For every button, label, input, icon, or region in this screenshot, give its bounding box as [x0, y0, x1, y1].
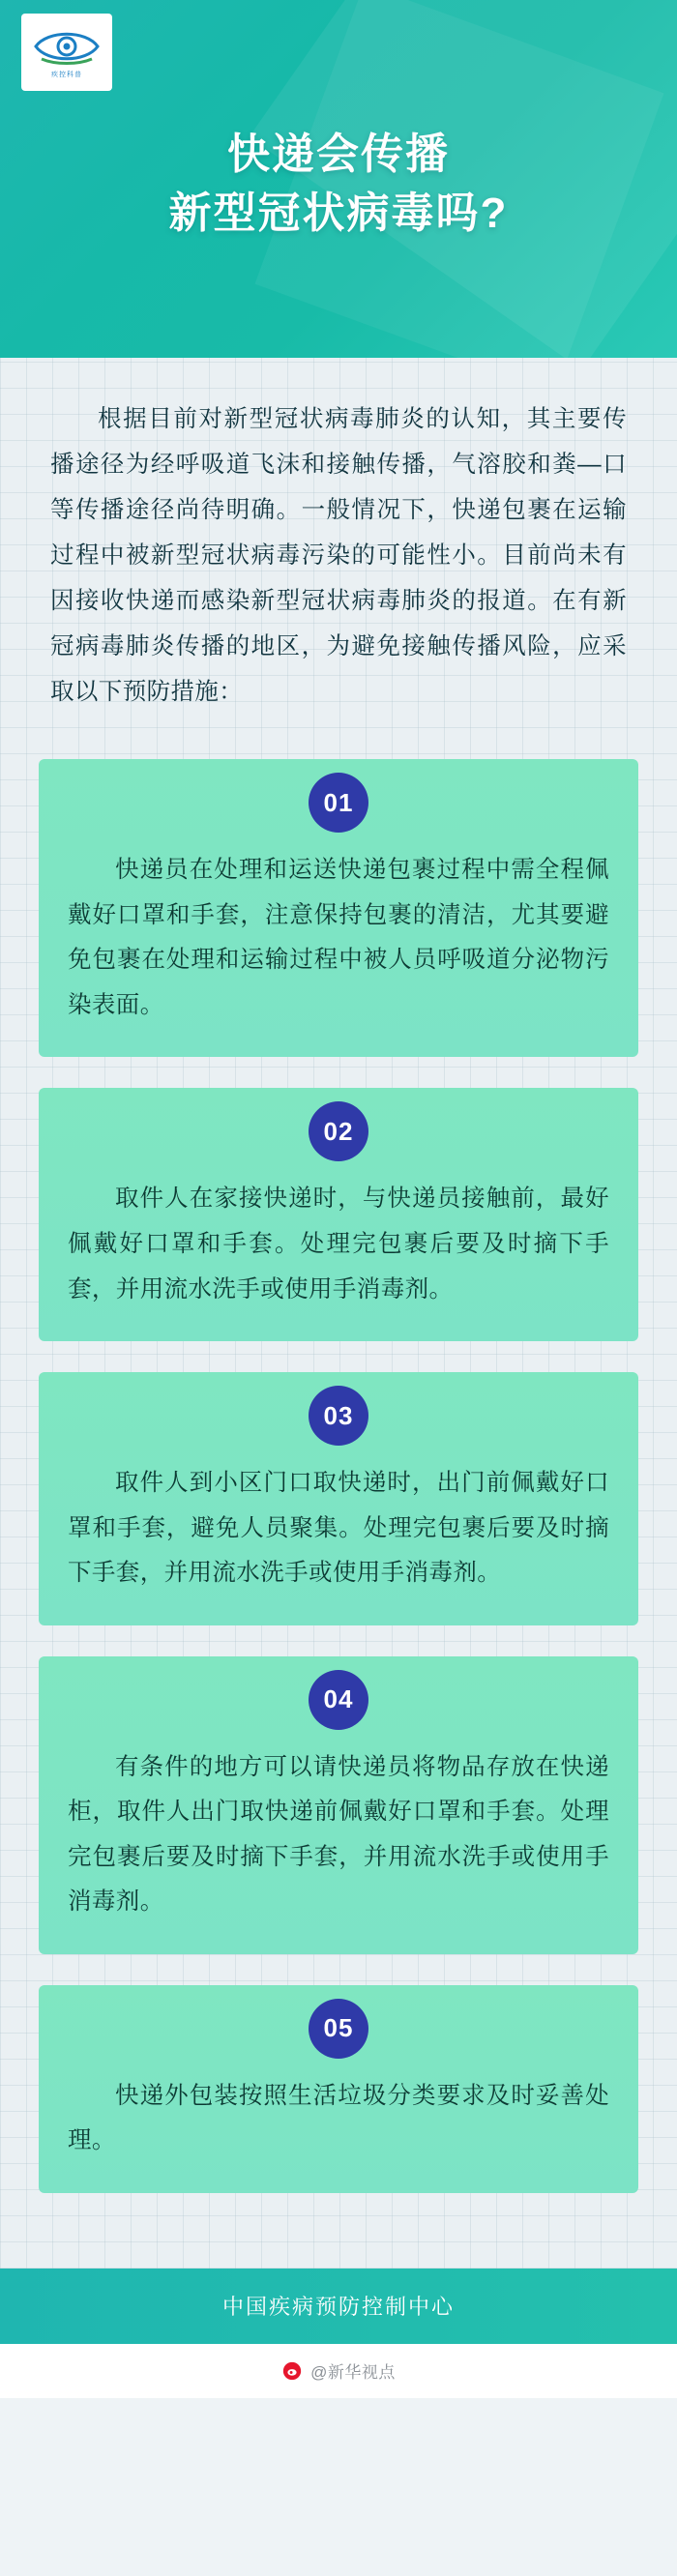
step-badge: 04 [309, 1670, 368, 1730]
measure-text: 快递外包装按照生活垃圾分类要求及时妥善处理。 [68, 2082, 609, 2154]
title-line-1: 快递会传播 [227, 131, 450, 178]
logo [21, 14, 112, 91]
step-badge: 01 [309, 773, 368, 833]
measure-text: 取件人到小区门口取快递时，出门前佩戴好口罩和手套，避免人员聚集。处理完包裹后要及时摘下手套，并用流水洗手或使用手消毒剂。 [68, 1470, 609, 1587]
title-line-2: 新型冠状病毒吗? [168, 189, 509, 237]
eye-logo-icon [32, 26, 102, 67]
content-area [0, 358, 677, 2269]
measure-card-04 [39, 1656, 638, 1954]
step-badge: 02 [309, 1101, 368, 1161]
source-credit [0, 2344, 677, 2398]
weibo-icon [281, 2360, 303, 2382]
measure-card-02 [39, 1088, 638, 1341]
logo-label: 疾控科普 [51, 71, 82, 78]
measure-text: 快递员在处理和运送快递包裹过程中需全程佩戴好口罩和手套，注意保持包裹的清洁，尤其要避免包裹在处理和运输过程中被人员呼吸道分泌物污染表面。 [68, 857, 609, 1018]
step-badge: 05 [309, 1999, 368, 2059]
page-title [0, 126, 677, 243]
credit-label: @新华视点 [310, 2363, 396, 2383]
step-badge: 03 [309, 1386, 368, 1446]
measure-card-03 [39, 1372, 638, 1625]
header-banner [0, 0, 677, 358]
measure-card-05 [39, 1985, 638, 2193]
intro-paragraph: 根据目前对新型冠状病毒肺炎的认知，其主要传播途径为经呼吸道飞沫和接触传播，气溶胶和粪—口等传播途径尚待明确。一般情况下，快递包裹在运输过程中被新型冠状病毒污染的可能性小。目前尚未有因接收快递而感染新型冠状病毒肺炎的报道。在有新冠病毒肺炎传播的地区，为避免接触传播风险，应采取以下预防措施： [50, 406, 627, 706]
organization-label: 中国疾病预防控制中心 [221, 2295, 455, 2320]
footer-organization-bar [0, 2269, 677, 2344]
measures-list [0, 759, 677, 2269]
measure-card-01 [39, 759, 638, 1057]
measure-text: 取件人在家接快递时，与快递员接触前，最好佩戴好口罩和手套。处理完包裹后要及时摘下手套，并用流水洗手或使用手消毒剂。 [68, 1186, 609, 1303]
measure-text: 有条件的地方可以请快递员将物品存放在快递柜，取件人出门取快递前佩戴好口罩和手套。处理完包裹后要及时摘下手套，并用流水洗手或使用手消毒剂。 [68, 1753, 609, 1916]
